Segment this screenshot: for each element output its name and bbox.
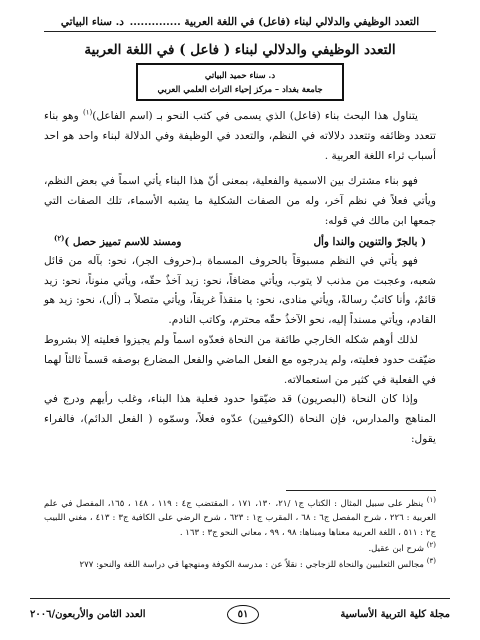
footnote-divider bbox=[286, 490, 436, 491]
page-number: ٥١ bbox=[227, 605, 259, 624]
article-title: التعدد الوظيفي والدلالي لبناء ( فاعل ) في اللغة العربية bbox=[84, 42, 396, 58]
paragraph: لذلك أوهم شكله الخارجي طائفة من النحاة فعدّوه اسماً ولم يجيزوا فعليته إلا بشروط ضيّقت حدود فعليته، ولم يدرجوه مع الفعل الماضي والفعل المضارع بوصفه قسماً ثالثاً لهما في الفعلية في كثير من استعمالاته. bbox=[44, 333, 436, 386]
poetry-verse bbox=[44, 232, 436, 252]
paragraph: وإذا كان النحاة (البصريون) قد ضيّقوا حدود فعلية هذا البناء، وغلب رأيهم ودرج في المناهج والمدارس، فإن النحاة (الكوفيين) عدّوه فعلاً، وسمّوه ( الفعل الدائم)، فالفراء يقول: bbox=[44, 393, 436, 445]
issue-label: العدد الثامن والأربعون/٢٠٠٦ bbox=[30, 609, 146, 620]
footnote-ref: (١) bbox=[82, 108, 93, 117]
page-footer bbox=[30, 598, 450, 624]
footnote-1: $^{(١)}$ ينظر على سبيل المثال : الكتاب ج١ /٢١، ١٣٠، ١٧١ ، المقتضب ج٤ : ١١٩ ، ١٤٨ ، ١٦٥، المفصل في علم العربية : ٢٢٦ ، شرح المفصل ج٦ : ٦٨ ، المقرب ج١ : ٦٢٣ ، شرح الرضي على الكافية ج٣ : ٤١٣ ، مغني اللبيب ج٢ : ٥١١ ، اللغة العربية معناها ومبناها: ٩٨ ، ٩٩ ، معاني النحو ج٣ : ١٦٣ . bbox=[44, 495, 437, 538]
author-name: د. سناء حميد البياتي bbox=[204, 70, 276, 80]
footnote-ref: (٢) bbox=[54, 233, 65, 243]
running-author: د. سناء البياتي bbox=[60, 16, 124, 28]
author-box bbox=[136, 63, 344, 101]
running-title: التعدد الوظيفي والدلالي لبناء (فاعل) في اللغة العربية .............. bbox=[129, 16, 420, 28]
paragraph: فهو يأتي في النظم مسبوقاً بالحروف المسماة بـ(حروف الجر)، نحو: بآله من قائل شعبه، وعجبت من مذنب لا يتوب، ويأتي مضافاً، نحو: زيد آخذٌ حقّه، ويأتي منوناً، نحو: زيد قائمٌ، وأنا كاتبٌ رسالةً، ويأتي منادى، نحو: يا منقذاً غريقاً، ويأتي متصلاً بـ (أل)، نحو: زيد هو القادم، ويأتي مسنداً إليه، نحو الآخذُ حقّه محترم، وكاتب النادم. bbox=[44, 254, 436, 327]
running-header bbox=[44, 10, 436, 32]
footnote-2: $^{(٢)}$ شرح ابن عقيل. bbox=[368, 541, 436, 554]
paragraph: فهو بناء مشترك بين الاسمية والفعلية، بمعنى أنّ هذا البناء يأتي اسماً في بعض النظم، ويأتي فعلاً في نظم آخر، وله من الصفات الشكلية ما يشبه الأسماء، تلك الصفات التي جمعها ابن مالك في قوله: bbox=[44, 175, 436, 227]
author-affiliation: جامعة بغداد – مركز إحياء التراث العلمي العربي bbox=[157, 84, 323, 94]
footnote-3: $^{(٣)}$ مجالس الثعلبيين والنحاة للزجاجي : نقلاً عن : مدرسة الكوفة ومنهجها في دراسة اللغة والنحو: ٢٧٧ bbox=[79, 557, 436, 571]
paragraph: يتناول هذا البحث بناء (فاعل) الذي يسمى في كتب النحو بـ (اسم الفاعل)$^{(١)}$ وهو بناء تتعدد وظائفه وتتعدد دلالاته في النظم، والتعدد في الوظيفة وفي الدلالة لبناء واحد هو احد أسباب ثراء اللغة العربية . bbox=[44, 108, 436, 162]
verse-second-hemistich: ومسند للاسم تمييز حصل )$^{(٢)}$ bbox=[54, 233, 182, 248]
footnotes bbox=[44, 497, 436, 573]
verse-first-hemistich: ( بالجرّ والتنوين والندا وأل bbox=[313, 235, 426, 248]
journal-name: مجلة كلية التربية الأساسية bbox=[340, 609, 450, 620]
body-text bbox=[44, 107, 436, 450]
